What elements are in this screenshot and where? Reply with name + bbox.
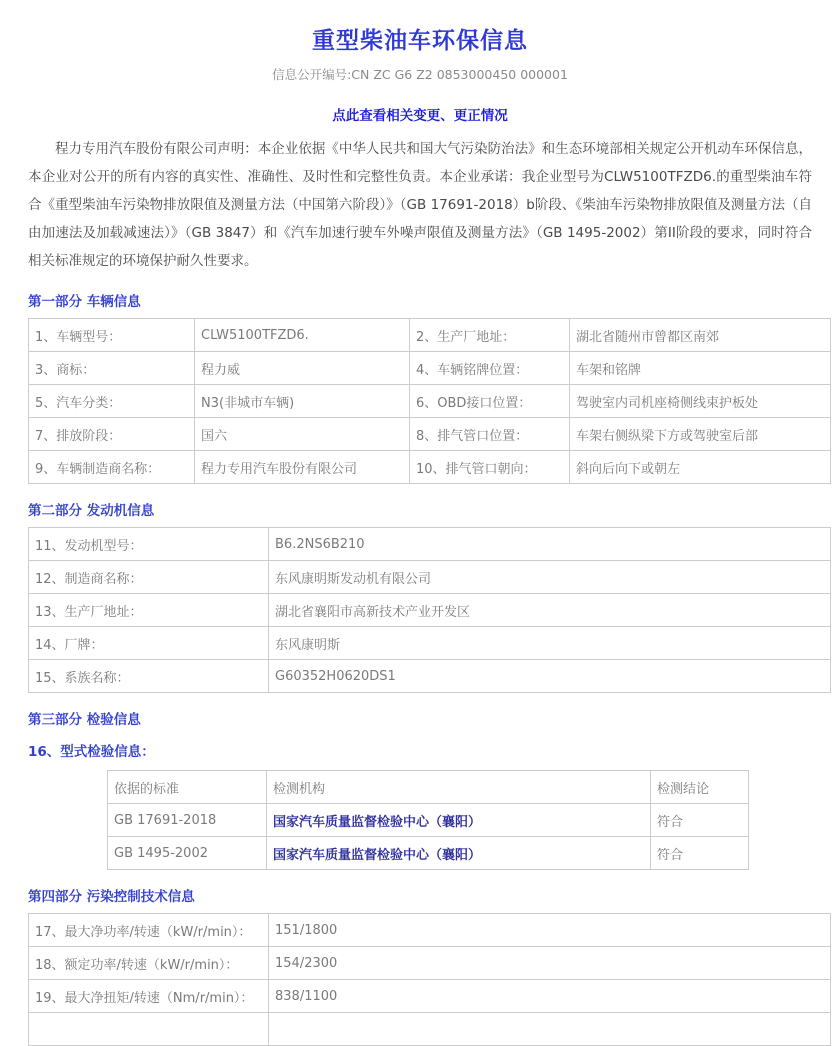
inspection-org-cell	[267, 804, 651, 837]
field-label: 2、生产厂地址：	[410, 319, 570, 352]
section2-heading: 第二部分 发动机信息	[28, 503, 155, 519]
field-label: 7、排放阶段：	[29, 418, 195, 451]
field-value: 838/1100	[269, 980, 831, 1013]
field-value: 车架和铭牌	[570, 352, 831, 385]
field-value: 程力威	[195, 352, 410, 385]
table-row-clipped	[29, 1013, 831, 1046]
field-label: 3、商标：	[29, 352, 195, 385]
field-label: 13、生产厂地址：	[29, 594, 269, 627]
pollution-control-table	[28, 913, 831, 1046]
field-value: 程力专用汽车股份有限公司	[195, 451, 410, 484]
field-value: 斜向后向下或朝左	[570, 451, 831, 484]
field-value: 驾驶室内司机座椅侧线束护板处	[570, 385, 831, 418]
field-value: CLW5100TFZD6.	[195, 319, 410, 352]
table-row	[29, 947, 831, 980]
field-value: 东风康明斯	[269, 627, 831, 660]
vehicle-info-table	[28, 318, 831, 484]
engine-info-table	[28, 527, 831, 693]
table-row	[29, 319, 831, 352]
result-cell: 符合	[651, 837, 749, 870]
field-value: 车架右侧纵梁下方或驾驶室后部	[570, 418, 831, 451]
table-row	[29, 980, 831, 1013]
field-value: 154/2300	[269, 947, 831, 980]
section3-heading: 第三部分 检验信息	[28, 712, 141, 728]
public-info-number: 信息公开编号:CN ZC G6 Z2 0853000450 000001	[272, 67, 568, 82]
field-label: 19、最大净扭矩/转速（Nm/r/min）：	[29, 980, 269, 1013]
column-header: 依据的标准	[108, 771, 267, 804]
field-label	[29, 1013, 269, 1046]
page-title: 重型柴油车环保信息	[312, 28, 528, 54]
standard-cell: GB 1495-2002	[108, 837, 267, 870]
field-label: 18、额定功率/转速（kW/r/min）：	[29, 947, 269, 980]
section4-heading: 第四部分 污染控制技术信息	[28, 889, 195, 905]
inspection-org-link[interactable]: 国家汽车质量监督检验中心（襄阳）	[273, 847, 482, 863]
field-label: 1、车辆型号：	[29, 319, 195, 352]
field-value: N3(非城市车辆)	[195, 385, 410, 418]
field-label: 4、车辆铭牌位置：	[410, 352, 570, 385]
field-value: 151/1800	[269, 914, 831, 947]
table-row	[29, 528, 831, 561]
inspection-org-cell	[267, 837, 651, 870]
table-row	[29, 594, 831, 627]
field-label: 6、OBD接口位置：	[410, 385, 570, 418]
field-label: 12、制造商名称：	[29, 561, 269, 594]
table-row	[29, 385, 831, 418]
field-label: 17、最大净功率/转速（kW/r/min）：	[29, 914, 269, 947]
type-inspection-table	[107, 770, 749, 870]
field-value: 湖北省随州市曾都区南郊	[570, 319, 831, 352]
field-label: 8、排气管口位置：	[410, 418, 570, 451]
table-row	[29, 914, 831, 947]
change-link-row	[0, 104, 840, 124]
inspection-org-link[interactable]: 国家汽车质量监督检验中心（襄阳）	[273, 814, 482, 830]
field-value: 国六	[195, 418, 410, 451]
table-row	[108, 804, 749, 837]
field-value: G60352H0620DS1	[269, 660, 831, 693]
table-row	[29, 418, 831, 451]
table-row	[29, 660, 831, 693]
table-row	[29, 627, 831, 660]
table-header-row	[108, 771, 749, 804]
table-row	[29, 561, 831, 594]
standard-cell: GB 17691-2018	[108, 804, 267, 837]
field-label: 10、排气管口朝向：	[410, 451, 570, 484]
company-declaration: 程力专用汽车股份有限公司声明：本企业依据《中华人民共和国大气污染防治法》和生态环境部相关规定公开机动车环保信息，本企业对公开的所有内容的真实性、准确性、及时性和完整性负责。本企业承诺：我企业型号为CLW5100TFZD6.的重型柴油车符合《重型柴油车污染物排放限值及测量方法（中国第六阶段）》（GB 17691-2018）b阶段、《柴油车污染物排放限值及测量方法（自由加速法及加载减速法）》（GB 3847）和《汽车加速行驶车外噪声限值及测量方法》（GB 1495-2002）第II阶段的要求，同时符合相关标准规定的环境保护耐久性要求。	[28, 141, 812, 269]
field-label: 5、汽车分类：	[29, 385, 195, 418]
column-header: 检测机构	[267, 771, 651, 804]
section1-heading: 第一部分 车辆信息	[28, 294, 141, 310]
table-row	[108, 837, 749, 870]
view-changes-link[interactable]: 点此查看相关变更、更正情况	[332, 108, 508, 124]
field-value: B6.2NS6B210	[269, 528, 831, 561]
type-inspection-subheading: 16、型式检验信息：	[28, 744, 155, 760]
table-row	[29, 451, 831, 484]
field-value	[269, 1013, 831, 1046]
field-value: 东风康明斯发动机有限公司	[269, 561, 831, 594]
field-label: 11、发动机型号：	[29, 528, 269, 561]
field-value: 湖北省襄阳市高新技术产业开发区	[269, 594, 831, 627]
result-cell: 符合	[651, 804, 749, 837]
field-label: 9、车辆制造商名称：	[29, 451, 195, 484]
table-row	[29, 352, 831, 385]
field-label: 14、厂牌：	[29, 627, 269, 660]
field-label: 15、系族名称：	[29, 660, 269, 693]
column-header: 检测结论	[651, 771, 749, 804]
